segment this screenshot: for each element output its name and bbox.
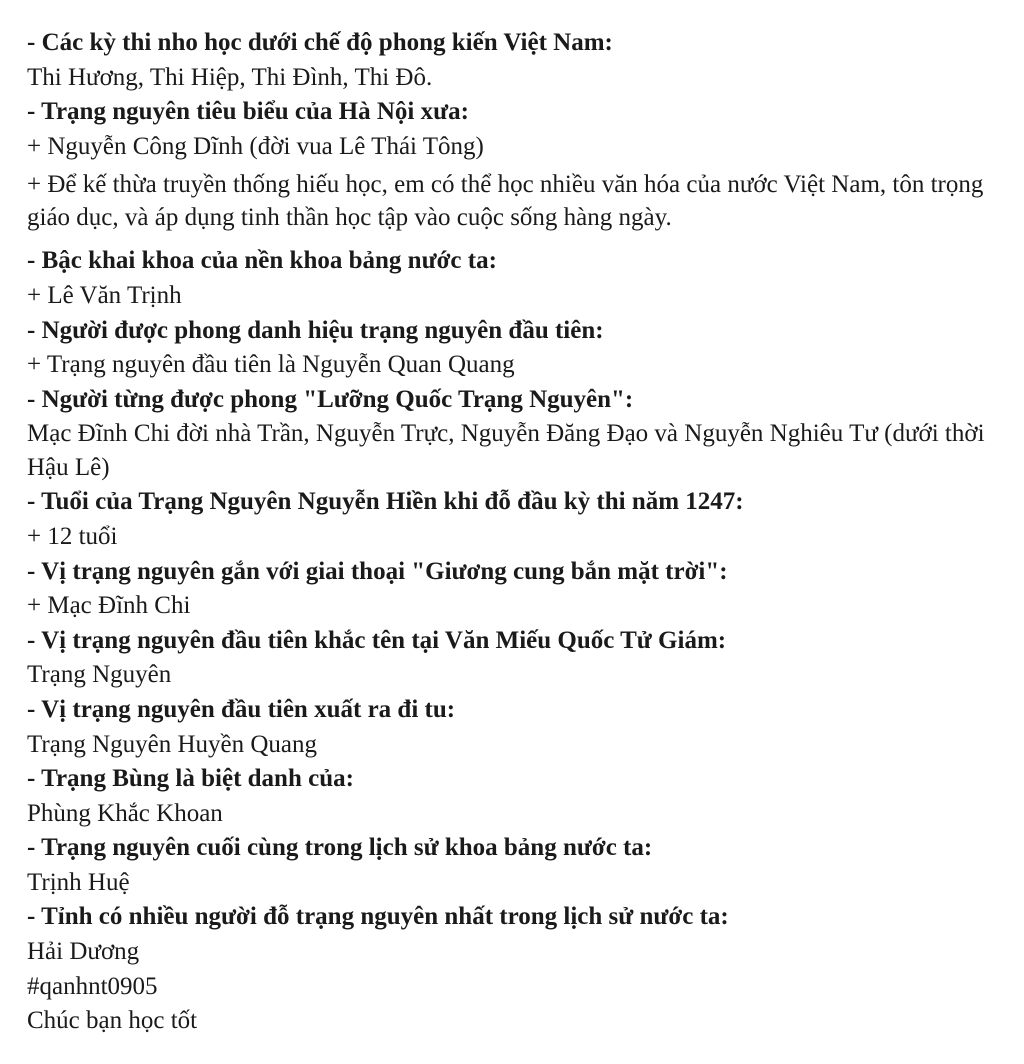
heading-province: - Tỉnh có nhiều người đỗ trạng nguyên nhất trong lịch sử nước ta: [27,903,729,931]
heading-two-nations: - Người từng được phong "Lưỡng Quốc Trạng Nguyên": [27,385,634,413]
answer-last-laureate: Trịnh Huệ [27,868,130,896]
answer-province: Hải Dương [27,938,140,966]
answer-two-nations: Mạc Đĩnh Chi đời nhà Trần, Nguyễn Trực, Nguyễn Đăng Đạo và Nguyễn Nghiêu Tư (dưới thời Hậu Lê) [27,420,985,482]
answer-first-laureate: + Lê Văn Trịnh [27,281,182,309]
heading-monk: - Vị trạng nguyên đầu tiên xuất ra đi tu: [27,695,456,723]
answer-exam-types: Thi Hương, Thi Hiệp, Thi Đình, Thi Đô. [27,63,433,91]
answer-bow-anecdote: + Mạc Đĩnh Chi [27,592,191,620]
heading-bow-anecdote: - Vị trạng nguyên gắn với giai thoại "Giương cung bắn mặt trời": [27,557,728,585]
heading-age: - Tuổi của Trạng Nguyên Nguyễn Hiền khi đỗ đầu kỳ thi năm 1247: [27,488,744,516]
heading-first-title: - Người được phong danh hiệu trạng nguyên đầu tiên: [27,316,604,344]
answer-hanoi-scholar: + Nguyễn Công Dĩnh (đời vua Lê Thái Tông) [27,132,484,160]
heading-temple-engraving: - Vị trạng nguyên đầu tiên khắc tên tại Văn Miếu Quốc Tử Giám: [27,626,727,654]
document-body [27,26,997,1039]
answer-temple-engraving: Trạng Nguyên [27,661,172,689]
heading-first-laureate: - Bậc khai khoa của nền khoa bảng nước ta: [27,247,497,275]
closing-wish: Chúc bạn học tốt [27,1007,198,1035]
paragraph-study-tradition: + Để kế thừa truyền thống hiếu học, em có thể học nhiều văn hóa của nước Việt Nam, tôn trọng giáo dục, và áp dụng tinh thần học tập vào cuộc sống hàng ngày. [27,171,984,232]
author-tag: #qanhnt0905 [27,972,158,1000]
heading-hanoi-scholar: - Trạng nguyên tiêu biểu của Hà Nội xưa: [27,98,469,126]
answer-age: + 12 tuổi [27,522,118,550]
answer-first-title: + Trạng nguyên đầu tiên là Nguyễn Quan Quang [27,351,515,379]
heading-nickname: - Trạng Bùng là biệt danh của: [27,765,354,793]
heading-exam-types: - Các kỳ thi nho học dưới chế độ phong kiến Việt Nam: [27,29,613,56]
answer-monk: Trạng Nguyên Huyền Quang [27,730,318,758]
heading-last-laureate: - Trạng nguyên cuối cùng trong lịch sử khoa bảng nước ta: [27,834,653,862]
answer-nickname: Phùng Khắc Khoan [27,799,223,827]
